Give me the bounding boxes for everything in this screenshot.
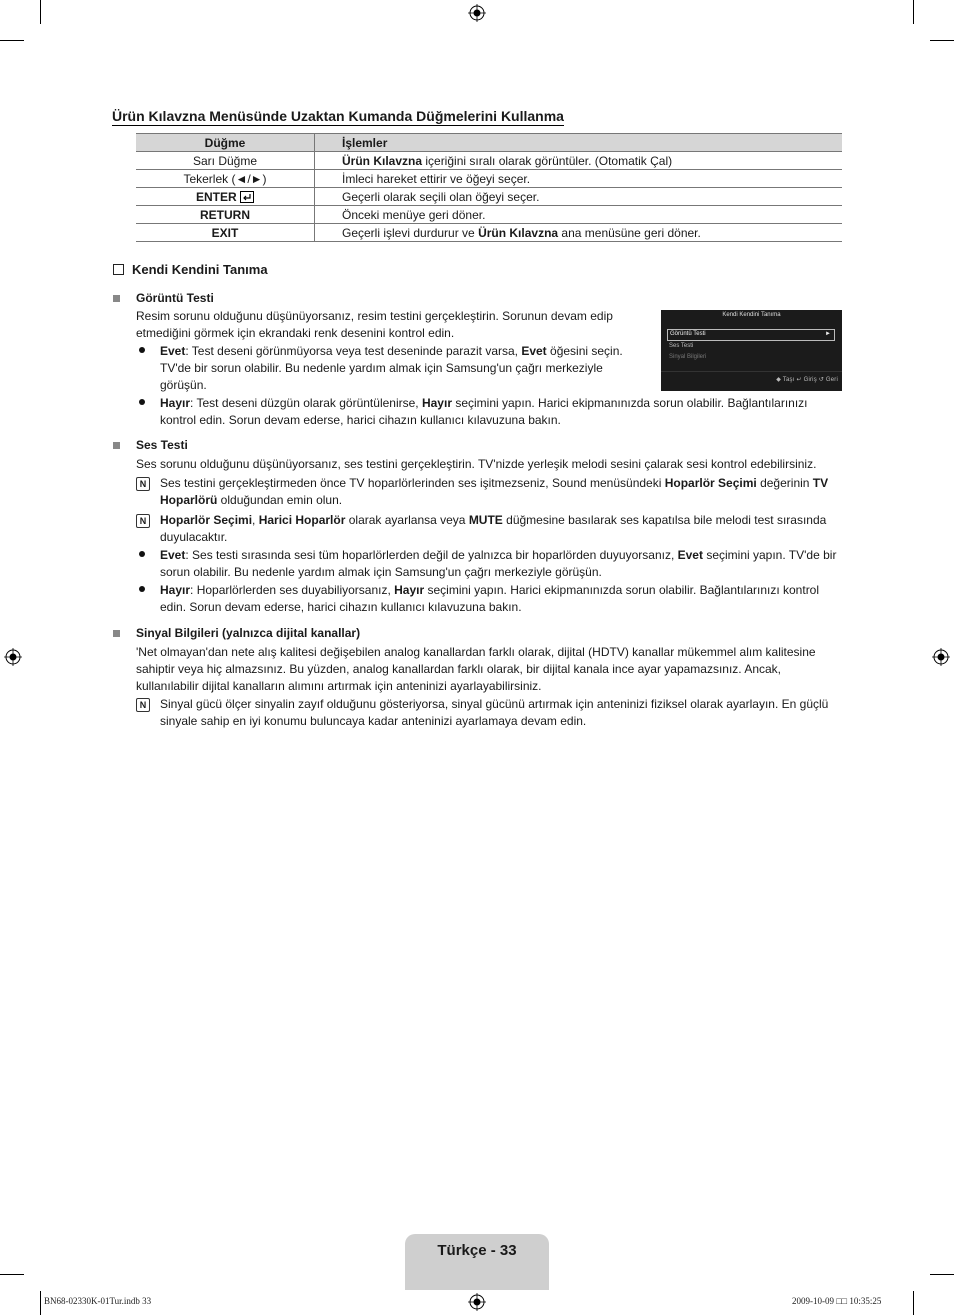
crop-mark: [913, 1291, 914, 1315]
crop-mark: [40, 1291, 41, 1315]
square-bullet-icon: [113, 630, 120, 637]
tv-menu-item-selected: Görüntü Testi ►: [667, 329, 835, 341]
action-cell: Ürün Kılavzna içeriğini sıralı olarak görüntüler. (Otomatik Çal): [315, 152, 843, 170]
bullet-dot-icon: [139, 347, 145, 353]
action-cell: Geçerli işlevi durdurur ve Ürün Kılavzna ana menüsüne geri döner.: [315, 224, 843, 242]
registration-mark-icon: [468, 4, 486, 22]
crop-mark: [0, 40, 24, 41]
action-cell: İmleci hareket ettirir ve öğeyi seçer.: [315, 170, 843, 188]
crop-mark: [40, 0, 41, 24]
note-icon: N: [136, 514, 150, 528]
signal-info-note: N Sinyal gücü ölçer sinyalin zayıf olduğunu gösteriyorsa, sinyal gücünü artırmak için anteninizi fiziksel olarak ayarlayın. En güçlü sinyale sahip en iyi konumu buluncaya kadar anteninizi ayarlamaya devam edin.: [136, 696, 842, 732]
page-heading: Ürün Kılavzna Menüsünde Uzaktan Kumanda Düğmelerini Kullanma: [112, 108, 564, 124]
sound-test-no: Hayır: Hoparlörlerden ses duyabiliyorsanız, Hayır seçimini yapın. Harici ekipmanınızda sorun olabilir. Bağlantılarınızı kontrol edin. Sorun devam ederse, harici cihazın kullanıcı kılavuzuna bakın.: [136, 582, 842, 618]
table-header-row: [136, 134, 842, 152]
sound-test-note-2: N Hoparlör Seçimi, Harici Hoparlör olarak ayarlansa veya MUTE düğmesine basılarak ses kapatılsa bile melodi test sırasında duyulacaktır.: [136, 512, 842, 548]
signal-info-intro: 'Net olmayan'dan nete alış kalitesi değişebilen analog kanallardan farklı olarak, dijital (HDTV) kanallar mükemmel alım kalitesine sahiptir veya hiç almazsınız. Bu yüzden, analog kanallardan farklı olarak, bir dijital kanala ince ayar yapamazsınız. Ancak, kullanılabilir dijital kanalların alımını artırmak için anteninizi ayarlayabilirsiniz.: [136, 645, 816, 693]
column-header-button: Düğme: [136, 134, 315, 152]
footer-timestamp: 2009-10-09 □□ 10:35:25: [792, 1296, 882, 1306]
bullet-dot-icon: [139, 551, 145, 557]
sound-test-intro: Ses sorunu olduğunu düşünüyorsanız, ses testini gerçekleştirin. TV'nizde yerleşik melodi sesini çalarak sesi kontrol edebilirsiniz.: [136, 457, 817, 471]
picture-test-no: Hayır: Test deseni düzgün olarak görüntülenirse, Hayır seçimini yapın. Harici ekipmanınızda sorun olabilir. Bağlantılarınızı kontrol edin. Sorun devam ederse, harici cihazın kullanıcı kılavuzuna bakın.: [136, 395, 842, 429]
crop-mark: [913, 0, 914, 24]
table-row: [136, 152, 842, 170]
tv-menu-footer: ◆ Taşı ↵ Giriş ↺ Geri: [776, 377, 838, 383]
button-cell: EXIT: [136, 224, 315, 242]
picture-test-yes: Evet: Test deseni görünmüyorsa veya test deseninde parazit varsa, Evet öğesini seçin. TV'de bir sorun olabilir. Bu nedenle yardım almak için Samsung'un çağrı merkeziyle görüşün.: [136, 343, 636, 395]
column-header-actions: İşlemler: [315, 134, 843, 152]
footer-file-info: BN68-02330K-01Tur.indb 33: [44, 1296, 152, 1306]
arrow-right-icon: ►: [825, 331, 831, 337]
sound-test-yes: Evet: Ses testi sırasında sesi tüm hoparlörlerden değil de yalnızca bir hoparlörden duyuyorsanız, Evet seçimini yapın. TV'de bir sorun olabilir. Bu nedenle yardım almak için Samsung'un çağrı merkeziyle görüşün.: [136, 547, 842, 583]
sound-test-note-1: N Ses testini gerçekleştirmeden önce TV hoparlörlerinden ses işitmezseniz, Sound menüsündeki Hoparlör Seçimi değerinin TV Hoparlörü olduğundan emin olun.: [136, 475, 842, 511]
square-bullet-icon: [113, 295, 120, 302]
sound-test-title: Ses Testi: [136, 438, 188, 452]
page-number-badge: [405, 1234, 549, 1290]
registration-mark-icon: [4, 648, 22, 666]
action-cell: Geçerli olarak seçili olan öğeyi seçer.: [315, 188, 843, 206]
checkbox-bullet-icon: [113, 264, 124, 275]
square-bullet-icon: [113, 442, 120, 449]
crop-mark: [930, 1274, 954, 1275]
button-cell: RETURN: [136, 206, 315, 224]
crop-mark: [0, 1274, 24, 1275]
registration-mark-icon: [468, 1293, 486, 1311]
table-row: [136, 170, 842, 188]
tv-menu-item: Sinyal Bilgileri: [669, 354, 707, 360]
table-row: [136, 224, 842, 242]
picture-test-title: Görüntü Testi: [136, 291, 214, 305]
picture-test-intro: Resim sorunu olduğunu düşünüyorsanız, resim testini gerçekleştirin. Sorunun devam edip etmediğini görmek için ekrandaki renk desenini kontrol edin.: [136, 309, 613, 340]
table-row: [136, 206, 842, 224]
divider: [661, 371, 842, 372]
button-cell: Tekerlek (◄/►): [136, 170, 315, 188]
bullet-dot-icon: [139, 586, 145, 592]
signal-info-title: Sinyal Bilgileri (yalnızca dijital kanallar): [136, 626, 361, 640]
section-title: Kendi Kendini Tanıma: [113, 261, 268, 278]
tv-menu-title: Kendi Kendini Tanıma: [722, 312, 781, 318]
crop-mark: [930, 40, 954, 41]
tv-self-diagnosis-screen: [661, 310, 842, 391]
table-row: [136, 188, 842, 206]
page-number: Türkçe - 33: [437, 1242, 517, 1259]
tv-menu-item: Ses Testi: [669, 343, 694, 349]
bullet-dot-icon: [139, 399, 145, 405]
action-cell: Önceki menüye geri döner.: [315, 206, 843, 224]
enter-icon: [240, 191, 254, 203]
remote-buttons-table: [136, 133, 842, 242]
note-icon: N: [136, 477, 150, 491]
note-icon: N: [136, 698, 150, 712]
button-cell: ENTER: [136, 188, 315, 206]
button-cell: Sarı Düğme: [136, 152, 315, 170]
registration-mark-icon: [932, 648, 950, 666]
